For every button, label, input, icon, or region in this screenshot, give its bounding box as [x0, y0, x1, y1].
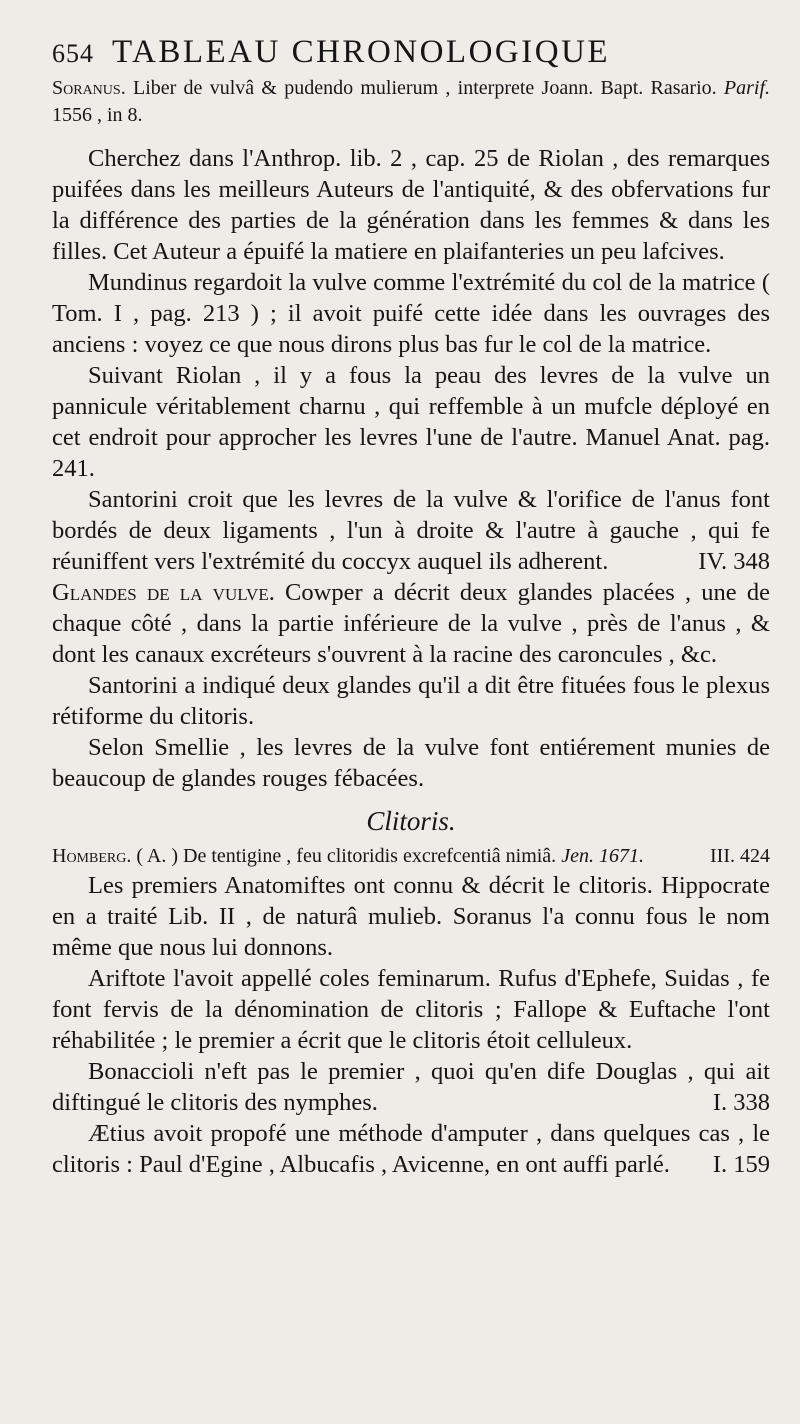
- paragraph: Cherchez dans l'Anthrop. lib. 2 , cap. 25 de Riolan , des remarques puifées dans les meilleurs Auteurs de l'antiquité, & des obfervations fur la différence des parties de la génération dans les femmes & dans les filles. Cet Auteur a épuifé la matiere en plaifanteries un peu lafcives.: [52, 145, 770, 265]
- paragraph: Ætius avoit propofé une méthode d'amputer , dans quelques cas , le clitoris : Paul d'Egine , Albucafis , Avicenne, en ont auffi parlé.: [52, 1120, 770, 1178]
- paragraph: Les premiers Anatomiftes ont connu & décrit le clitoris. Hippocrate en a traité Lib. II , de naturâ mulieb. Soranus l'a connu fous le nom même que nous lui donnons.: [52, 872, 770, 961]
- main-text-clitoris: [52, 870, 770, 1180]
- cross-reference: IV. 348: [698, 548, 770, 575]
- paragraph: Santorini a indiqué deux glandes qu'il a dit être fituées fous le plexus rétiforme du clitoris.: [52, 672, 770, 730]
- paragraph: Ariftote l'avoit appellé coles feminarum. Rufus d'Ephefe, Suidas , fe font fervis de la dénomination de clitoris ; Fallope & Euftache l'ont réhabilitée ; le premier a écrit que le clitoris étoit celluleux.: [52, 965, 770, 1054]
- bibliography-entry-homberg: [52, 843, 770, 870]
- paragraph: Bonaccioli n'eft pas le premier , quoi qu'en dife Douglas , qui ait diftingué le clitoris des nymphes.: [52, 1058, 770, 1116]
- cross-reference: III. 424: [710, 845, 770, 867]
- page-number: 654: [52, 39, 94, 68]
- entry-text: De tentigine , feu clitoridis excrefcentiâ nimiâ.: [183, 845, 557, 867]
- paragraph: Suivant Riolan , il y a fous la peau des levres de la vulve un pannicule véritablement charnu , qui reffemble à un mufcle déployé en cet endroit pour approcher les levres l'une de l'autre. Manuel Anat. pag. 241.: [52, 362, 770, 482]
- cross-reference: I. 159: [712, 1151, 770, 1178]
- entry-author: Soranus.: [52, 77, 126, 99]
- section-heading: Clitoris.: [366, 806, 456, 836]
- running-title: TABLEAU CHRONOLOGIQUE: [112, 34, 611, 70]
- bibliography-entry-soranus: [52, 75, 770, 129]
- paragraph-text: Cowper a décrit deux glandes placées , une de chaque côté , dans la partie inférieure de la vulve , près de l'anus , & dont les canaux excréteurs s'ouvrent à la racine des caroncules , &c.: [52, 579, 771, 668]
- entry-journal: Jen. 1671.: [561, 845, 644, 867]
- paragraph: Mundinus regardoit la vulve comme l'extrémité du col de la matrice ( Tom. I , pag. 213 ) ; il avoit puifé cette idée dans les ouvrages des anciens : voyez ce que nous dirons plus bas fur le col de la matrice.: [52, 269, 770, 358]
- entry-author: Homberg. ( A. ): [52, 845, 178, 867]
- paragraph-glands: [52, 577, 770, 670]
- paragraph: Selon Smellie , les levres de la vulve font entiérement munies de beaucoup de glandes rouges fébacées.: [52, 734, 770, 792]
- entry-text: Liber de vulvâ & pudendo mulierum , interprete Joann. Bapt. Rasario.: [132, 77, 717, 99]
- section-label: Glandes de la vulve.: [52, 579, 275, 606]
- cross-reference: I. 338: [712, 1089, 770, 1116]
- main-text: [52, 143, 770, 837]
- paragraph: Santorini croit que les levres de la vulve & l'orifice de l'anus font bordés de deux ligaments , l'un à droite & l'autre à gauche , qui fe réuniffent vers l'extrémité du coccyx auquel ils adherent.: [52, 486, 770, 575]
- entry-place: Parif.: [723, 77, 771, 99]
- entry-imprint: 1556 , in 8.: [52, 104, 143, 126]
- running-header: [52, 34, 770, 71]
